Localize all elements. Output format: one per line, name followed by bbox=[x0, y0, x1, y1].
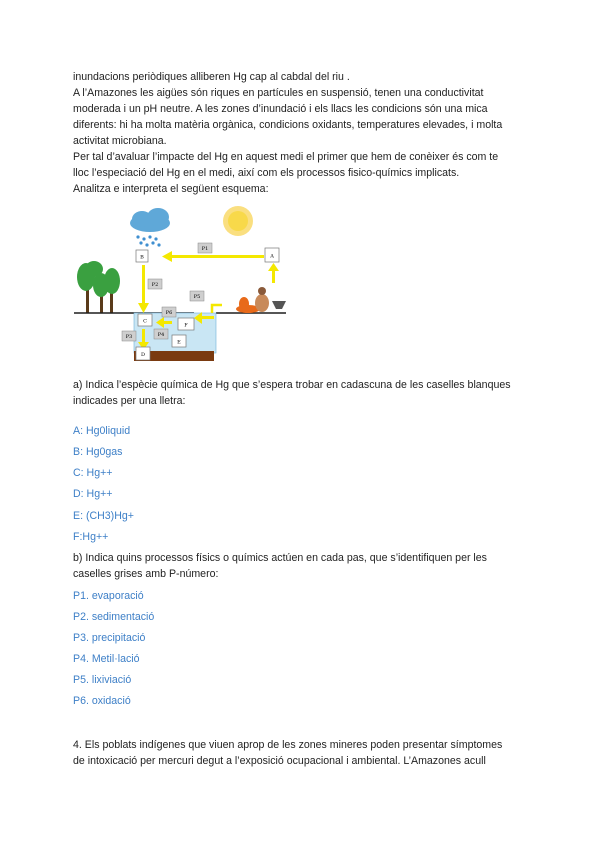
answer-p3-item: P3. precipitació bbox=[73, 632, 146, 644]
answer-d-item: D: Hg++ bbox=[73, 488, 113, 500]
question-a-line-1: a) Indica l’espècie química de Hg que s’espera trobar en cadascuna de les caselles blanques bbox=[73, 379, 511, 391]
arrow-p3 bbox=[138, 265, 149, 313]
answer-p4-item: P4. Metil·lació bbox=[73, 653, 140, 665]
answer-p6-item: P6. oxidació bbox=[73, 695, 131, 707]
rain-icon bbox=[136, 235, 160, 246]
section-4-line-2: de intoxicació per mercuri degut a l’exposició ocupacional i ambiental. L’Amazones acull bbox=[73, 755, 486, 767]
answer-e-item: E: (CH3)Hg+ bbox=[73, 510, 134, 522]
box-f-label: F bbox=[184, 322, 188, 329]
arrow-p1 bbox=[162, 251, 264, 262]
mercury-cycle-diagram bbox=[72, 205, 292, 365]
intro-line-2: A l’Amazones les aigües són riques en partícules en suspensió, tenen una conductivitat bbox=[73, 87, 484, 99]
intro-line-5: activitat microbiana. bbox=[73, 135, 167, 147]
question-b-line-1: b) Indica quins processos físics o químics actúen en cada pas, que s’identifiquen per les bbox=[73, 552, 487, 564]
intro-line-7: lloc l’especiació del Hg en el medi, així com els processos fisico-químics implicats. bbox=[73, 167, 460, 179]
answer-p1-item: P1. evaporació bbox=[73, 590, 144, 602]
intro-line-6: Per tal d’avaluar l’impacte del Hg en aquest medi el primer que hem de conèixer és com te bbox=[73, 151, 499, 163]
intro-line-3: moderada i un pH neutre. A les zones d’inundació i els llacs les condicions són una mica bbox=[73, 103, 488, 115]
intro-line-1: inundacions periòdiques alliberen Hg cap al cabdal del riu . bbox=[73, 71, 350, 83]
box-d-label: D bbox=[140, 352, 146, 358]
section-4-line-1: 4. Els poblats indígenes que viuen aprop de les zones mineres poden presentar símptomes bbox=[73, 739, 503, 751]
cloud-icon bbox=[130, 208, 170, 232]
box-e-label: E bbox=[177, 339, 181, 346]
process-p5-label: P5 bbox=[193, 294, 201, 300]
answer-a-item: A: Hg0liquid bbox=[73, 425, 131, 437]
process-p1-label: P1 bbox=[201, 246, 209, 252]
box-c-label: C bbox=[143, 318, 147, 325]
answer-c-item: C: Hg++ bbox=[73, 467, 113, 479]
intro-line-8: Analitza e interpreta el següent esquema: bbox=[73, 183, 269, 195]
process-p4-label: P4 bbox=[157, 332, 165, 338]
answer-p5-item: P5. lixiviació bbox=[73, 674, 132, 686]
process-p3-label: P3 bbox=[125, 334, 133, 340]
process-p2-upper-label: P2 bbox=[151, 282, 159, 288]
box-a-label: A bbox=[270, 253, 274, 260]
box-b-label: B bbox=[140, 254, 144, 261]
intro-line-4: diferents: hi ha molta matèria orgànica, condicions oxidants, temperatures elevades, i molta bbox=[73, 119, 503, 131]
answer-f-item: F:Hg++ bbox=[73, 531, 109, 543]
answer-b-item: B: Hg0gas bbox=[73, 446, 123, 458]
question-b-line-2: caselles grises amb P-número: bbox=[73, 568, 219, 580]
arrow-a-up bbox=[268, 263, 279, 283]
question-a-line-2: indicades per una lletra: bbox=[73, 395, 186, 407]
tree-icon bbox=[77, 261, 120, 313]
fire-icon bbox=[236, 287, 286, 313]
sun-icon bbox=[223, 206, 253, 236]
answer-p2-item: P2. sedimentació bbox=[73, 611, 155, 623]
process-p6-label: P6 bbox=[165, 310, 173, 316]
